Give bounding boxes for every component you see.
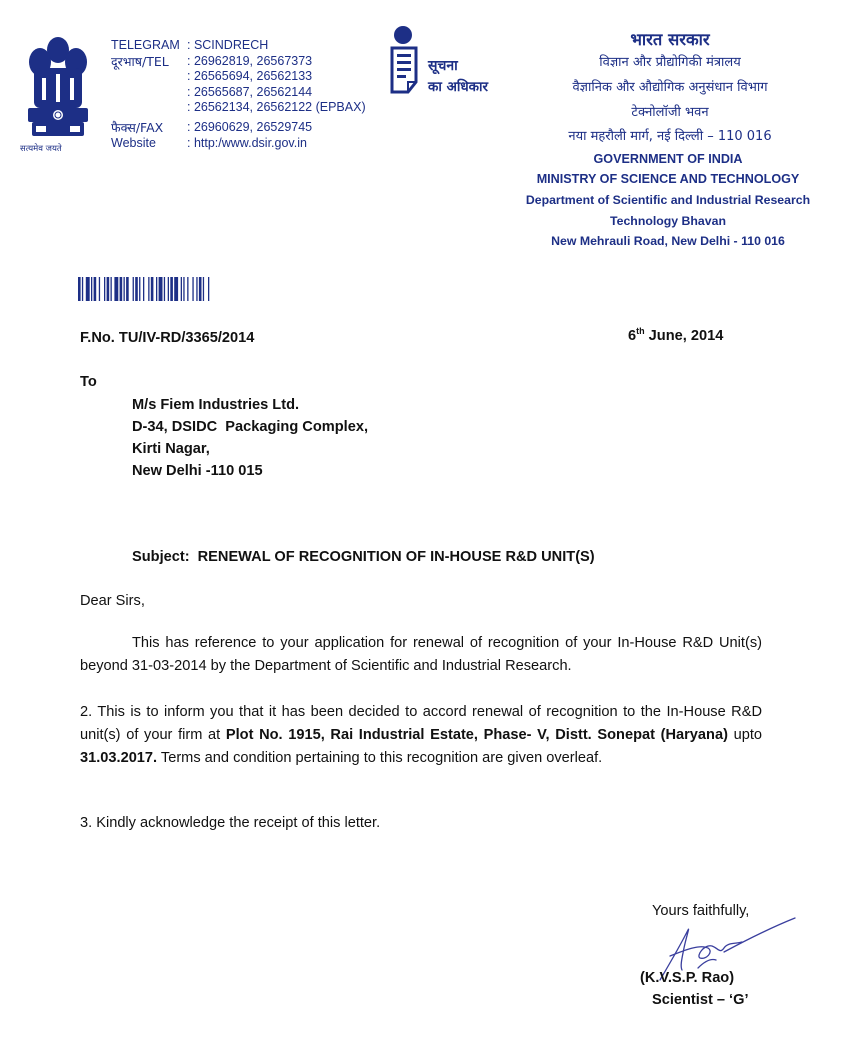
closing: Yours faithfully, xyxy=(652,903,750,919)
hindi-govt-title: भारत सरकार xyxy=(630,30,710,49)
date-day: 6 xyxy=(628,327,637,344)
barcode-bar xyxy=(107,277,110,301)
recipient-address xyxy=(132,394,452,482)
to-label: To xyxy=(80,374,97,390)
emblem-motto: सत्यमेव जयते xyxy=(20,144,62,154)
date-suffix: th xyxy=(636,326,645,336)
barcode-bar xyxy=(156,277,157,301)
barcode-bar xyxy=(174,277,178,301)
signatory-designation: Scientist – ‘G’ xyxy=(652,992,749,1008)
para2-text-3: Terms and condition pertaining to this recognition are given overleaf. xyxy=(157,750,603,766)
date-rest: June, 2014 xyxy=(644,327,724,344)
signatory-name: (K.V.S.P. Rao) xyxy=(640,970,735,986)
para2-text-2: upto xyxy=(727,727,762,743)
barcode-bar xyxy=(199,277,202,301)
barcode-bar xyxy=(104,277,105,301)
barcode-bar xyxy=(196,277,197,301)
address-line: New Delhi -110 015 xyxy=(132,463,263,479)
barcode-bar xyxy=(164,277,165,301)
subject-label: Subject: xyxy=(132,549,190,565)
national-emblem xyxy=(20,30,94,154)
lion-capital-emblem-icon xyxy=(22,30,94,142)
english-department: Department of Scientific and Industrial Research xyxy=(525,193,811,207)
hindi-ministry: विज्ञान और प्रौद्योगिकी मंत्रालय xyxy=(599,55,741,70)
subject-text: RENEWAL OF RECOGNITION OF IN-HOUSE R&D UNIT(S) xyxy=(197,549,595,565)
rti-logo xyxy=(386,26,508,106)
barcode xyxy=(78,277,314,301)
barcode-bar xyxy=(139,277,140,301)
barcode-bar xyxy=(135,277,138,301)
barcode-bar xyxy=(170,277,173,301)
english-ministry: MINISTRY OF SCIENCE AND TECHNOLOGY xyxy=(536,172,800,186)
address-line: M/s Fiem Industries Ltd. xyxy=(132,397,300,413)
barcode-bar xyxy=(168,277,169,301)
english-address: New Mehrauli Road, New Delhi - 110 016 xyxy=(551,234,785,248)
address-line: Kirti Nagar, xyxy=(132,441,210,457)
barcode-bar xyxy=(82,277,83,301)
hindi-department: वैज्ञानिक और औद्योगिक अनुसंधान विभाग xyxy=(572,80,768,95)
barcode-bar xyxy=(187,277,188,301)
barcode-bar xyxy=(148,277,149,301)
rti-logo-line1: सूचना xyxy=(428,58,458,74)
barcode-bar xyxy=(143,277,144,301)
letter-date xyxy=(628,326,723,344)
rti-document-icon xyxy=(386,26,426,104)
barcode-image xyxy=(78,277,314,301)
hindi-heading xyxy=(520,27,820,147)
para2-location: Plot No. 1915, Rai Industrial Estate, Phase- V, Distt. Sonepat (Haryana) xyxy=(225,727,728,743)
barcode-bar xyxy=(114,277,118,301)
barcode-bar xyxy=(91,277,92,301)
subject-line xyxy=(132,549,595,565)
barcode-bar xyxy=(208,277,209,301)
file-number: F.No. TU/IV-RD/3365/2014 xyxy=(80,330,255,346)
barcode-bar xyxy=(192,277,193,301)
contact-block: TELEGRAM : SCINDRECH दूरभाष/TEL : 26962819, 26567373 : 26565694, 26562133 : 26565687, 26562144 : 26562134, 26562122 (EPBAX) फैक्स/FAX : 26960629, 26529745 Website : http:/www.dsir.gov.in xyxy=(111,38,366,150)
english-heading xyxy=(498,152,838,252)
barcode-bar xyxy=(99,277,100,301)
english-govt-title: GOVERNMENT OF INDIA xyxy=(593,152,743,166)
barcode-bar xyxy=(78,277,81,301)
paragraph-2 xyxy=(80,701,762,770)
para2-text-1: 2. This is to inform you that it has been decided to accord renewal of recognition to the In-House R&D unit(s) of your firm at xyxy=(80,704,762,743)
paragraph-1: This has reference to your application for renewal of recognition of your In-House R&D Unit(s) beyond 31-03-2014 by the Department of Scientific and Industrial Research. xyxy=(80,635,762,674)
barcode-bar xyxy=(203,277,204,301)
paragraph-3: 3. Kindly acknowledge the receipt of this letter. xyxy=(80,815,381,831)
salutation: Dear Sirs, xyxy=(80,593,145,609)
barcode-bar xyxy=(151,277,154,301)
barcode-bar xyxy=(183,277,184,301)
hindi-address: नया महरौली मार्ग, नई दिल्ली – 110 016 xyxy=(568,129,772,144)
barcode-bar xyxy=(86,277,90,301)
para2-validity-date: 31.03.2017. xyxy=(80,750,158,766)
barcode-bar xyxy=(124,277,125,301)
barcode-bar xyxy=(181,277,182,301)
barcode-bar xyxy=(159,277,163,301)
barcode-bar xyxy=(126,277,129,301)
rti-logo-line2: का अधिकार xyxy=(428,79,489,95)
barcode-bar xyxy=(111,277,112,301)
hindi-building: टेक्नोलॉजी भवन xyxy=(631,105,709,120)
address-line: D-34, DSIDC Packaging Complex, xyxy=(132,419,368,435)
barcode-bar xyxy=(94,277,97,301)
barcode-bar xyxy=(133,277,134,301)
barcode-bar xyxy=(120,277,123,301)
english-building: Technology Bhavan xyxy=(610,214,726,228)
